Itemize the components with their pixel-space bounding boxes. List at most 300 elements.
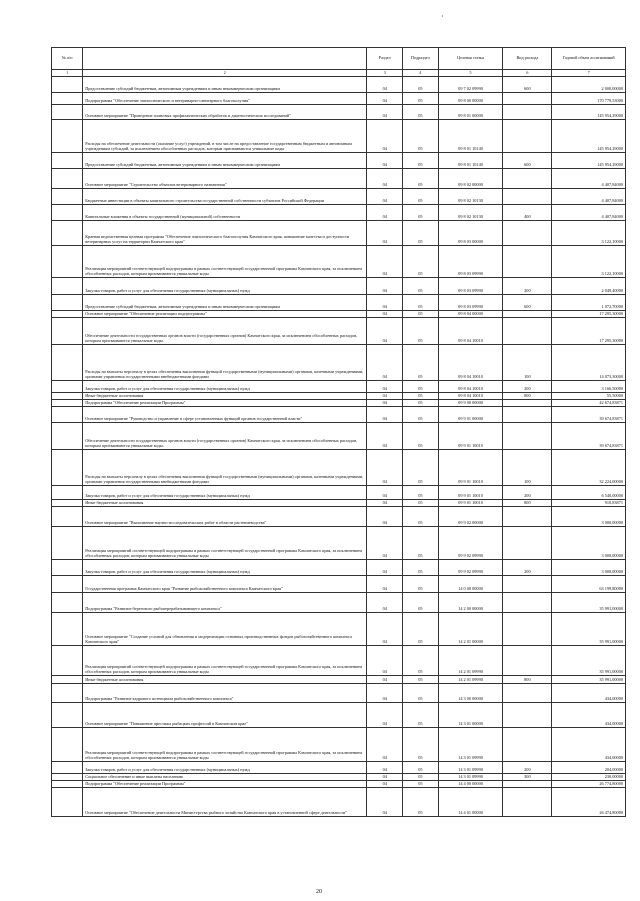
table-row [52,593,626,613]
row-razdel-cell: 04 [367,407,403,423]
row-razdel-cell: 04 [367,703,403,728]
row-sum-cell: 35 991,00000 [552,613,626,646]
row-name-cell: Основное мероприятие "Обеспечение реализации подпрограммы" [83,311,367,318]
table-row [52,507,626,527]
row-number-cell [52,593,83,613]
row-name-cell: Закупка товаров, работ и услуг для обеспечения государственных (муниципальных) нужд [83,486,367,500]
row-target-article-cell: 09 8 00 00000 [438,93,503,105]
row-razdel-cell: 04 [367,486,403,500]
row-name-cell: Основное мероприятие "Создание условий для обновления и модернизации основных производственных фондов рыбохозяйственного комплекса Камчатского края" [83,613,367,646]
row-number-cell [52,486,83,500]
col-header-expense-type: Вид расхода [503,48,552,70]
row-expense-type-cell: 200 [503,486,552,500]
row-target-article-cell: 14 3 01 09990 [438,774,503,781]
row-sum-cell: 17 295,30000 [552,318,626,345]
row-expense-type-cell: 200 [503,278,552,295]
row-name-cell: Реализация мероприятий соответствующей подпрограммы в рамках соответствующей государственной программы Камчатского края, за исключением обособленных расходов, которым присваиваются уникальные коды [83,527,367,560]
row-target-article-cell: 14 2 01 09990 [438,646,503,676]
row-sum-cell: 63 199,80000 [552,576,626,593]
row-razdel-cell: 04 [367,205,403,221]
row-sum-cell: 3 122,10000 [552,221,626,246]
row-number-cell [52,400,83,407]
row-razdel-cell: 04 [367,311,403,318]
table-row [52,576,626,593]
table-row [52,728,626,762]
row-podrazdel-cell: 05 [403,318,439,345]
row-razdel-cell: 04 [367,527,403,560]
row-razdel-cell: 04 [367,120,403,153]
col-header-target-article: Целевая статья [438,48,503,70]
row-podrazdel-cell: 05 [403,560,439,576]
row-name-cell: Предоставление субсидий бюджетным, автономным учреждениям и иным некоммерческим организациям [83,77,367,93]
row-target-article-cell: 09 8 02 00000 [438,169,503,189]
row-number-cell [52,500,83,507]
row-expense-type-cell [503,527,552,560]
row-sum-cell: 170 779,53000 [552,93,626,105]
row-target-article-cell: 14 3 01 00000 [438,703,503,728]
row-sum-cell: 39 674,83871 [552,423,626,450]
row-podrazdel-cell: 05 [403,105,439,120]
row-number-cell [52,774,83,781]
row-target-article-cell: 09 8 03 09990 [438,246,503,278]
row-razdel-cell: 04 [367,774,403,781]
row-expense-type-cell [503,593,552,613]
row-number-cell [52,450,83,486]
row-podrazdel-cell: 05 [403,774,439,781]
row-number-cell [52,381,83,393]
row-podrazdel-cell: 05 [403,450,439,486]
column-number: 1 [52,70,83,77]
row-razdel-cell: 04 [367,93,403,105]
row-number-cell [52,205,83,221]
row-target-article-cell: 09 8 01 10140 [438,153,503,169]
table-row [52,781,626,788]
row-expense-type-cell [503,246,552,278]
row-expense-type-cell [503,684,552,703]
row-razdel-cell: 04 [367,762,403,774]
row-podrazdel-cell: 05 [403,703,439,728]
row-sum-cell: 39 674,83871 [552,407,626,423]
row-number-cell [52,527,83,560]
row-target-article-cell: 09 8 03 09990 [438,278,503,295]
row-target-article-cell: 14 3 00 00000 [438,684,503,703]
row-number-cell [52,93,83,105]
table-row [52,646,626,676]
row-podrazdel-cell: 05 [403,507,439,527]
row-razdel-cell: 04 [367,393,403,400]
page-mark: · [441,12,444,21]
row-number-cell [52,169,83,189]
table-row [52,221,626,246]
row-sum-cell: 230,00000 [552,774,626,781]
row-sum-cell: 434,00000 [552,684,626,703]
row-target-article-cell: 09 8 04 10010 [438,318,503,345]
table-row [52,205,626,221]
row-sum-cell: 26 474,80000 [552,788,626,817]
row-podrazdel-cell: 05 [403,407,439,423]
row-razdel-cell: 04 [367,278,403,295]
row-expense-type-cell: 600 [503,295,552,311]
column-number-row [52,70,626,77]
row-expense-type-cell [503,423,552,450]
table-row [52,93,626,105]
row-podrazdel-cell: 05 [403,278,439,295]
row-razdel-cell: 04 [367,576,403,593]
row-expense-type-cell [503,105,552,120]
row-name-cell: Капитальные вложения в объекты государственной (муниципальной) собственности [83,205,367,221]
row-podrazdel-cell: 05 [403,788,439,817]
row-expense-type-cell [503,318,552,345]
row-name-cell: Иные бюджетные ассигнования [83,676,367,684]
row-name-cell: Основное мероприятие "Обеспечение деятельности Министерства рыбного хозяйства Камчатского края в установленной сфере деятельности" [83,788,367,817]
row-name-cell: Основное мероприятие "Проведение плановых профилактических обработок и диагностических исследований" [83,105,367,120]
row-name-cell: Иные бюджетные ассигнования [83,500,367,507]
row-target-article-cell: 14 2 01 00000 [438,613,503,646]
row-podrazdel-cell: 05 [403,527,439,560]
row-target-article-cell: 14 0 00 00000 [438,576,503,593]
row-sum-cell: 14 073,30000 [552,345,626,381]
row-razdel-cell: 04 [367,169,403,189]
row-name-cell: Краевая ведомственная целевая программа "Обеспечение эпизоотического благополучия Камчатского края, повышение качества и доступности ветеринарных услуг на территории Камчатского края" [83,221,367,246]
row-expense-type-cell [503,646,552,676]
row-expense-type-cell [503,788,552,817]
row-name-cell: Подпрограмма "Развитие берегового рыбоперерабатывающего комплекса" [83,593,367,613]
row-podrazdel-cell: 05 [403,676,439,684]
row-sum-cell: 4 407,84000 [552,189,626,205]
row-podrazdel-cell: 05 [403,613,439,646]
row-target-article-cell: 09 8 04 00000 [438,311,503,318]
row-expense-type-cell: 200 [503,381,552,393]
row-number-cell [52,703,83,728]
row-podrazdel-cell: 05 [403,486,439,500]
row-sum-cell: 3 000,00000 [552,527,626,560]
row-target-article-cell: 14 4 01 00000 [438,788,503,817]
row-expense-type-cell [503,507,552,527]
row-sum-cell: 434,00000 [552,703,626,728]
row-target-article-cell: 09 9 01 10010 [438,486,503,500]
column-number: 7 [552,70,626,77]
col-header-razdel: Раздел [367,48,403,70]
row-number-cell [52,646,83,676]
row-number-cell [52,728,83,762]
table-row [52,169,626,189]
row-expense-type-cell [503,576,552,593]
row-sum-cell: 2 000,00000 [552,77,626,93]
row-sum-cell: 4 407,84000 [552,205,626,221]
table-row [52,613,626,646]
row-razdel-cell: 04 [367,781,403,788]
row-number-cell [52,576,83,593]
row-name-cell: Реализация мероприятий соответствующей подпрограммы в рамках соответствующей государственной программы Камчатского края, за исключением обособленных расходов, которым присваиваются уникальные коды [83,728,367,762]
row-razdel-cell: 04 [367,788,403,817]
row-razdel-cell: 04 [367,646,403,676]
row-number-cell [52,221,83,246]
row-expense-type-cell [503,407,552,423]
row-expense-type-cell [503,169,552,189]
table-row [52,153,626,169]
row-razdel-cell: 04 [367,728,403,762]
col-header-annual-volume: Годовой объем ассигнований [552,48,626,70]
table-body [52,77,626,817]
row-razdel-cell: 04 [367,318,403,345]
table-row [52,423,626,450]
row-name-cell: Бюджетные инвестиции в объекты капитального строительства государственной собственности субъектов Российской Федерации [83,189,367,205]
row-target-article-cell: 09 9 01 10010 [438,500,503,507]
row-name-cell: Предоставление субсидий бюджетным, автономным учреждениям и иным некоммерческим организациям [83,153,367,169]
table-row [52,500,626,507]
row-podrazdel-cell: 05 [403,189,439,205]
table-row [52,703,626,728]
row-number-cell [52,788,83,817]
row-sum-cell: 3 166,50000 [552,381,626,393]
row-number-cell [52,423,83,450]
row-podrazdel-cell: 05 [403,593,439,613]
row-sum-cell: 2 049,40000 [552,278,626,295]
row-target-article-cell: 09 7 02 09990 [438,77,503,93]
row-expense-type-cell: 200 [503,762,552,774]
row-name-cell: Государственная программа Камчатского края "Развитие рыбохозяйственного комплекса Камчатского края" [83,576,367,593]
row-expense-type-cell: 100 [503,450,552,486]
row-razdel-cell: 04 [367,593,403,613]
row-sum-cell: 17 295,30000 [552,311,626,318]
row-expense-type-cell: 600 [503,77,552,93]
row-name-cell: Основное мероприятие "Повышение престижа рыбацких профессий в Камчатском крае" [83,703,367,728]
row-number-cell [52,613,83,646]
row-target-article-cell: 09 8 04 10010 [438,345,503,381]
row-expense-type-cell [503,120,552,153]
row-target-article-cell: 09 9 02 09990 [438,560,503,576]
row-razdel-cell: 04 [367,450,403,486]
row-razdel-cell: 04 [367,507,403,527]
column-number: 6 [503,70,552,77]
row-name-cell: Закупка товаров, работ и услуг для обеспечения государственных (муниципальных) нужд [83,762,367,774]
col-header-number: № п/п [52,48,83,70]
row-expense-type-cell [503,728,552,762]
budget-table [51,47,626,817]
row-podrazdel-cell: 05 [403,120,439,153]
row-expense-type-cell [503,400,552,407]
row-name-cell: Основное мероприятие "Строительство объектов ветеринарного назначения" [83,169,367,189]
row-target-article-cell: 14 3 01 09990 [438,762,503,774]
row-podrazdel-cell: 05 [403,169,439,189]
row-sum-cell: 145 954,29000 [552,120,626,153]
row-razdel-cell: 04 [367,613,403,646]
row-sum-cell: 55,50000 [552,393,626,400]
row-name-cell: Закупка товаров, работ и услуг для обеспечения государственных (муниципальных) нужд [83,278,367,295]
row-number-cell [52,295,83,311]
column-number: 4 [403,70,439,77]
column-number: 2 [83,70,367,77]
row-target-article-cell: 09 9 01 00000 [438,407,503,423]
row-podrazdel-cell: 05 [403,77,439,93]
row-name-cell: Основное мероприятие "Руководство и управление в сфере установленных функций органов государственной власти" [83,407,367,423]
row-name-cell: Обеспечение деятельности государственных органов власти (государственных органов) Камчатского края, за исключением обособленных расходов, которым присваиваются уникальные коды. [83,318,367,345]
row-number-cell [52,507,83,527]
table-row [52,278,626,295]
row-number-cell [52,762,83,774]
row-sum-cell: 3 000,00000 [552,560,626,576]
row-name-cell: Расходы на выплаты персоналу в целях обеспечения выполнения функций государственными (муниципальными) органами, казенными учреждениями, органами управления государственными внебюджетными фондами [83,450,367,486]
row-name-cell: Закупка товаров, работ и услуг для обеспечения государственных (муниципальных) нужд [83,560,367,576]
row-expense-type-cell: 800 [503,676,552,684]
table-row [52,486,626,500]
col-header-podrazdel: Подраздел [403,48,439,70]
row-sum-cell: 35 991,00000 [552,593,626,613]
row-podrazdel-cell: 05 [403,153,439,169]
row-target-article-cell: 14 2 01 09990 [438,676,503,684]
row-razdel-cell: 04 [367,684,403,703]
row-sum-cell: 3 122,10000 [552,246,626,278]
row-number-cell [52,781,83,788]
row-target-article-cell: 09 8 04 10010 [438,381,503,393]
row-podrazdel-cell: 05 [403,423,439,450]
row-name-cell: Подпрограмма "Обеспечение реализации Программы" [83,400,367,407]
row-sum-cell: 434,00000 [552,728,626,762]
row-podrazdel-cell: 05 [403,728,439,762]
table-row [52,450,626,486]
row-podrazdel-cell: 05 [403,221,439,246]
row-sum-cell: 42 674,83871 [552,400,626,407]
page-number: 20 [316,889,322,895]
row-sum-cell: 35 991,00000 [552,676,626,684]
row-sum-cell: 26 774,80000 [552,781,626,788]
table-row [52,77,626,93]
row-expense-type-cell: 200 [503,560,552,576]
row-razdel-cell: 04 [367,381,403,393]
row-target-article-cell: 09 8 01 00000 [438,105,503,120]
row-sum-cell: 204,00000 [552,762,626,774]
row-expense-type-cell [503,93,552,105]
row-target-article-cell: 14 2 00 00000 [438,593,503,613]
row-razdel-cell: 04 [367,221,403,246]
row-sum-cell: 145 954,29000 [552,105,626,120]
row-target-article-cell: 09 9 00 00000 [438,400,503,407]
table-row [52,393,626,400]
row-target-article-cell: 09 8 03 00000 [438,221,503,246]
column-number: 3 [367,70,403,77]
row-expense-type-cell: 800 [503,393,552,400]
row-number-cell [52,77,83,93]
table-row [52,676,626,684]
row-name-cell: Обеспечение деятельности государственных органов власти (государственных органов) Камчатского края, за исключением обособленных расходов, которым присваиваются уникальные коды. [83,423,367,450]
row-number-cell [52,560,83,576]
table-row [52,105,626,120]
row-podrazdel-cell: 05 [403,781,439,788]
row-podrazdel-cell: 05 [403,684,439,703]
row-sum-cell: 1 072,70000 [552,295,626,311]
row-podrazdel-cell: 05 [403,345,439,381]
row-target-article-cell: 09 8 03 09990 [438,295,503,311]
row-expense-type-cell [503,703,552,728]
row-target-article-cell: 09 8 02 10130 [438,205,503,221]
table-row [52,407,626,423]
row-expense-type-cell [503,781,552,788]
row-number-cell [52,246,83,278]
row-number-cell [52,189,83,205]
table-row [52,788,626,817]
row-expense-type-cell [503,221,552,246]
row-razdel-cell: 04 [367,105,403,120]
row-name-cell: Закупка товаров, работ и услуг для обеспечения государственных (муниципальных) нужд [83,381,367,393]
table-row [52,120,626,153]
row-number-cell [52,345,83,381]
row-target-article-cell: 09 8 02 10130 [438,189,503,205]
row-number-cell [52,120,83,153]
row-target-article-cell: 09 9 02 00000 [438,507,503,527]
table-row [52,774,626,781]
table-row [52,527,626,560]
row-sum-cell: 32 224,00000 [552,450,626,486]
row-expense-type-cell: 400 [503,205,552,221]
row-sum-cell: 3 000,00000 [552,507,626,527]
row-razdel-cell: 04 [367,423,403,450]
row-target-article-cell: 09 9 02 09990 [438,527,503,560]
table-row [52,381,626,393]
row-number-cell [52,311,83,318]
row-podrazdel-cell: 05 [403,93,439,105]
row-podrazdel-cell: 05 [403,205,439,221]
row-expense-type-cell [503,613,552,646]
row-expense-type-cell [503,311,552,318]
row-razdel-cell: 04 [367,77,403,93]
header-row [52,48,626,70]
row-expense-type-cell: 800 [503,500,552,507]
row-podrazdel-cell: 05 [403,500,439,507]
table-row [52,400,626,407]
row-razdel-cell: 04 [367,246,403,278]
row-number-cell [52,153,83,169]
table-row [52,311,626,318]
row-expense-type-cell: 100 [503,345,552,381]
row-razdel-cell: 04 [367,560,403,576]
row-number-cell [52,407,83,423]
row-razdel-cell: 04 [367,345,403,381]
row-expense-type-cell [503,189,552,205]
row-sum-cell: 910,83871 [552,500,626,507]
row-target-article-cell: 14 4 00 00000 [438,781,503,788]
row-podrazdel-cell: 05 [403,576,439,593]
row-podrazdel-cell: 05 [403,400,439,407]
row-number-cell [52,278,83,295]
table-row [52,189,626,205]
row-podrazdel-cell: 05 [403,311,439,318]
table-row [52,345,626,381]
column-number: 5 [438,70,503,77]
row-podrazdel-cell: 05 [403,762,439,774]
row-razdel-cell: 04 [367,500,403,507]
row-podrazdel-cell: 05 [403,646,439,676]
row-razdel-cell: 04 [367,189,403,205]
row-name-cell: Расходы на выплаты персоналу в целях обеспечения выполнения функций государственными (муниципальными) органами, казенными учреждениями, органами управления государственными внебюджетными фондами [83,345,367,381]
row-name-cell: Предоставление субсидий бюджетным, автономным учреждениям и иным некоммерческим организациям [83,295,367,311]
row-target-article-cell: 09 9 01 10010 [438,423,503,450]
row-name-cell: Основное мероприятие "Выполнение научно-исследовательских работ в области растениеводства" [83,507,367,527]
table-row [52,295,626,311]
row-name-cell: Иные бюджетные ассигнования [83,393,367,400]
row-number-cell [52,676,83,684]
row-razdel-cell: 04 [367,295,403,311]
row-name-cell: Социальное обеспечение и иные выплаты населению [83,774,367,781]
row-sum-cell: 6 540,00000 [552,486,626,500]
row-sum-cell: 35 991,00000 [552,646,626,676]
row-name-cell: Реализация мероприятий соответствующей подпрограммы в рамках соответствующей государственной программы Камчатского края, за исключением обособленных расходов, которым присваиваются уникальные коды [83,646,367,676]
row-podrazdel-cell: 05 [403,393,439,400]
row-podrazdel-cell: 05 [403,246,439,278]
table-row [52,560,626,576]
row-sum-cell: 4 407,84000 [552,169,626,189]
row-target-article-cell: 09 8 01 10140 [438,120,503,153]
row-number-cell [52,105,83,120]
